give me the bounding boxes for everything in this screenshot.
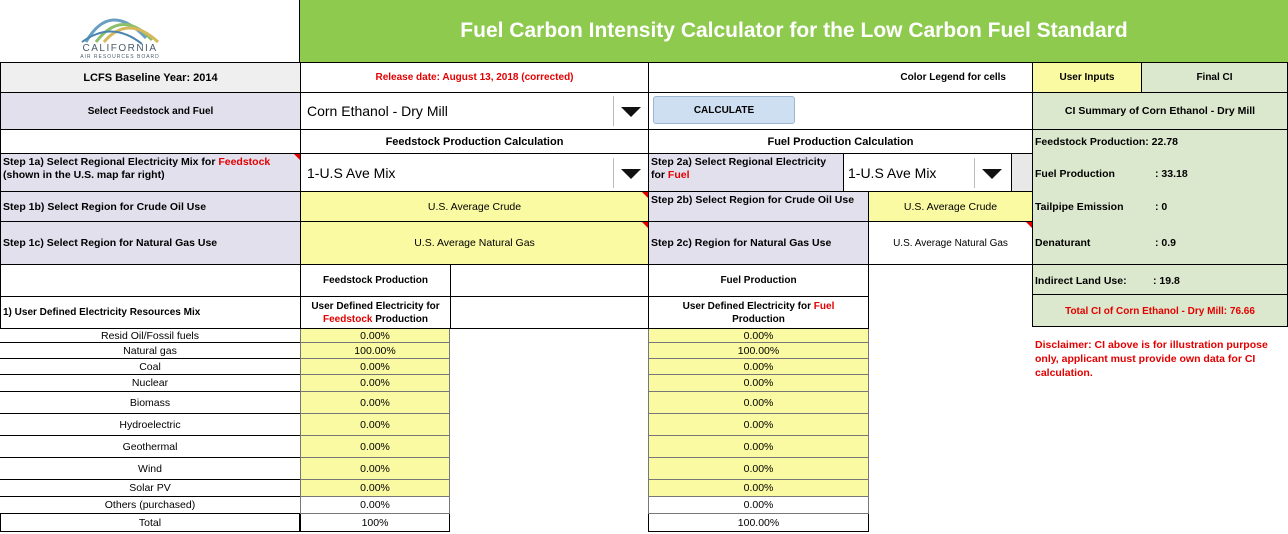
step1a-label (0, 153, 301, 192)
fuel-mix-input[interactable]: 0.00% (648, 359, 869, 375)
select-feedstock-label: Select Feedstock and Fuel (0, 92, 301, 130)
disclaimer: Disclaimer: CI above is for illustration purpose only, applicant must provide own data for CI calculation. (1035, 339, 1268, 379)
baseline-year: LCFS Baseline Year: 2014 (0, 62, 301, 93)
legend-label-cell (648, 62, 1033, 93)
fuel-mix-input[interactable]: 0.00% (648, 414, 869, 436)
step2a-text: Step 2a) Select Regional Electricity for (651, 156, 827, 181)
resource-name: Biomass (0, 392, 300, 414)
step2a-label (648, 153, 844, 192)
resource-name: Geothermal (0, 436, 300, 458)
table-row (0, 343, 870, 359)
ci-summary-title: CI Summary of Corn Ethanol - Dry Mill (1032, 92, 1288, 130)
summary-denaturant-label: Denaturant (1035, 237, 1091, 249)
mix-feed-spacer (450, 296, 649, 329)
step2a-blank (1011, 153, 1033, 192)
fuel-mix-input[interactable]: 0.00% (648, 480, 869, 497)
step1a-feedstock-word: Feedstock (218, 156, 271, 168)
table-row (0, 480, 870, 497)
release-date: Release date: August 13, 2018 (corrected) (300, 62, 649, 93)
summary-iluc-label: Indirect Land Use: (1035, 275, 1127, 287)
logo-text-top: CALIFORNIA (82, 43, 158, 54)
mix-fuel-col-line1 (683, 300, 835, 313)
natural-gas-region-input[interactable]: U.S. Average Natural Gas (300, 221, 649, 265)
chevron-down-icon[interactable] (621, 107, 641, 117)
carb-logo (0, 0, 300, 62)
feedstock-mix-input[interactable]: 100.00% (300, 343, 450, 359)
summary-tailpipe-label: Tailpipe Emission (1035, 201, 1124, 213)
fuel-mix-input[interactable]: 0.00% (648, 436, 869, 458)
mix-feed-col-red: Feedstock (322, 313, 373, 325)
feedstock-electricity-value: 1-U.S Ave Mix (307, 165, 396, 181)
calculate-button[interactable]: CALCULATE (653, 96, 795, 124)
dropdown-separator (613, 158, 614, 188)
table-row (0, 414, 870, 436)
summary-tailpipe-value: : 0 (1155, 201, 1168, 213)
mix-fuel-col-head (648, 296, 869, 329)
feedstock-mix-input[interactable]: 0.00% (300, 436, 450, 458)
feedstock-mix-value: 0.00% (300, 497, 450, 514)
feedstock-mix-input[interactable]: 0.00% (300, 480, 450, 497)
step2a-fuel-word: Fuel (667, 169, 690, 181)
mix-fuel-col-red: Fuel (813, 300, 835, 312)
dropdown-separator (974, 158, 975, 188)
table-row (0, 392, 870, 414)
fuel-pathway-value: Corn Ethanol - Dry Mill (307, 103, 448, 119)
mix-feed-col-head (300, 296, 451, 329)
chevron-down-icon[interactable] (621, 169, 641, 179)
chevron-down-icon[interactable] (982, 169, 1002, 179)
feedstock-mix-input[interactable]: 0.00% (300, 414, 450, 436)
mix-head-blank (0, 264, 301, 297)
step1b-label: Step 1b) Select Region for Crude Oil Use (0, 191, 301, 222)
legend-final-ci: Final CI (1141, 62, 1288, 93)
mix-fuel-head: Fuel Production (648, 264, 869, 297)
mix-feed-col-text: User Defined Electricity for (311, 300, 440, 312)
resource-name: Coal (0, 359, 300, 375)
summary-divider (1032, 264, 1288, 265)
dropdown-separator (613, 96, 614, 126)
table-row (0, 458, 870, 480)
resource-name: Nuclear (0, 375, 300, 392)
calculate-cell (648, 92, 1033, 130)
table-row (0, 436, 870, 458)
resource-name: Hydroelectric (0, 414, 300, 436)
table-row (0, 497, 870, 514)
resource-name: Natural gas (0, 343, 300, 359)
summary-total-ci: Total CI of Corn Ethanol - Dry Mill: 76.66 (1065, 305, 1255, 317)
legend-label: Color Legend for cells (900, 72, 1006, 83)
summary-feedstock: Feedstock Production: 22.78 (1035, 136, 1178, 148)
step2b-label: Step 2b) Select Region for Crude Oil Use (648, 191, 869, 222)
mix-feedstock-head: Feedstock Production (300, 264, 451, 297)
table-row (0, 329, 870, 343)
feedstock-mix-input[interactable]: 0.00% (300, 392, 450, 414)
left-header-blank (0, 129, 301, 154)
fuel-mix-total: 100.00% (648, 514, 869, 532)
feedstock-mix-input[interactable]: 0.00% (300, 375, 450, 392)
legend-user-inputs: User Inputs (1032, 62, 1142, 93)
table-row-total (0, 514, 870, 532)
mix-feed-col-line2 (323, 313, 428, 326)
fuel-mix-input[interactable]: 100.00% (648, 343, 869, 359)
step1a-text: Step 1a) Select Regional Electricity Mix for (3, 156, 219, 168)
fuel-natural-gas-region-input[interactable]: U.S. Average Natural Gas (868, 221, 1033, 265)
feedstock-calc-header: Feedstock Production Calculation (300, 129, 649, 154)
step1c-label: Step 1c) Select Region for Natural Gas Use (0, 221, 301, 265)
fuel-mix-input[interactable]: 0.00% (648, 329, 869, 343)
feedstock-mix-input[interactable]: 0.00% (300, 359, 450, 375)
feedstock-mix-total: 100% (300, 514, 450, 532)
table-row (0, 359, 870, 375)
resource-name: Others (purchased) (0, 497, 300, 514)
fuel-mix-value: 0.00% (648, 497, 869, 514)
mix-fuel-col-end: Production (732, 313, 785, 325)
resource-name: Resid Oil/Fossil fuels (0, 329, 300, 343)
step1a-text-end: (shown in the U.S. map far right) (3, 169, 165, 181)
summary-divider (1032, 294, 1288, 295)
resource-name: Solar PV (0, 480, 300, 497)
mix-feed-spacer (450, 264, 649, 297)
mix-fuel-col-text: User Defined Electricity for (682, 300, 812, 312)
fuel-pathway-dropdown[interactable] (300, 92, 649, 130)
feedstock-electricity-dropdown[interactable] (300, 153, 649, 192)
mix-row-label: 1) User Defined Electricity Resources Mix (0, 296, 301, 329)
feedstock-mix-input[interactable]: 0.00% (300, 458, 450, 480)
fuel-crude-oil-region-input[interactable]: U.S. Average Crude (868, 191, 1033, 222)
summary-iluc-value: : 19.8 (1153, 275, 1180, 287)
summary-fuel-value: : 33.18 (1155, 168, 1188, 180)
fuel-mix-input[interactable]: 0.00% (648, 375, 869, 392)
fuel-mix-input[interactable]: 0.00% (648, 392, 869, 414)
fuel-electricity-value: 1-U.S Ave Mix (848, 165, 937, 181)
step2c-label: Step 2c) Region for Natural Gas Use (648, 221, 869, 265)
summary-fuel-label: Fuel Production (1035, 168, 1115, 180)
app-title: Fuel Carbon Intensity Calculator for the Low Carbon Fuel Standard (300, 0, 1288, 62)
fuel-mix-input[interactable]: 0.00% (648, 458, 869, 480)
feedstock-mix-input[interactable]: 0.00% (300, 329, 450, 343)
mix-feed-col-end: Production (375, 313, 429, 325)
resource-name: Wind (0, 458, 300, 480)
fuel-calc-header: Fuel Production Calculation (648, 129, 1033, 154)
table-row (0, 375, 870, 392)
summary-denaturant-value: : 0.9 (1155, 237, 1177, 249)
fuel-electricity-dropdown[interactable] (843, 153, 1012, 192)
crude-oil-region-input[interactable]: U.S. Average Crude (300, 191, 649, 222)
resource-name: Total (0, 514, 300, 532)
logo-text-bottom: AIR RESOURCES BOARD (80, 54, 160, 60)
